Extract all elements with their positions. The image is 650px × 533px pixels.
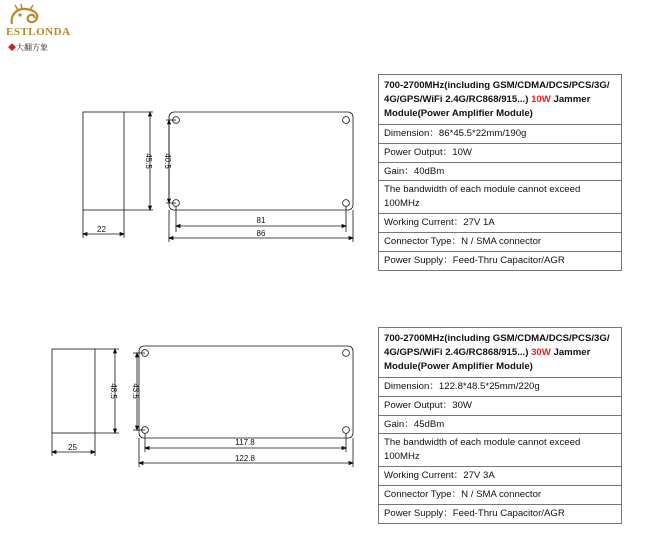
module2-side-view [52,349,119,456]
logo-tagline: ◆大翻方象 [8,43,48,52]
module2-title: 700-2700MHz(including GSM/CDMA/DCS/PCS/3G/ 4G/GPS/WiFi 2.4G/RC868/915...) 30W Jammer Module(Power Amplifier Module) [379,328,622,378]
module2-top-view [133,346,353,467]
module1-title: 700-2700MHz(including GSM/CDMA/DCS/PCS/3G/ 4G/GPS/WiFi 2.4G/RC868/915...) 10W Jammer Module(Power Amplifier Module) [379,75,622,125]
module2-spec-dimension: Dimension：122.8*48.5*25mm/220g [379,377,622,396]
module1-spec-dimension: Dimension：86*45.5*22mm/190g [379,124,622,143]
module2-height-inner-label: 43.5 [131,383,140,399]
module1-spec-connector-type: Connector Type：N / SMA connector [379,233,622,252]
module1-height-outer-label: 45.5 [144,153,153,169]
module1-spec-gain: Gain：40dBm [379,162,622,181]
module2-power-highlight: 30W [531,346,551,358]
module1-side-width-label: 22 [97,225,106,234]
logo-brand-text: ESTLONDA [6,26,71,38]
module1-side-view [83,112,153,238]
module1-length-inner-label: 81 [256,216,266,225]
module2-spec-power-output: Power Output：30W [379,396,622,415]
module2-height-outer-label: 48.5 [109,383,118,399]
module2-spec-power-supply: Power Supply：Feed-Thru Capacitor/AGR [379,505,622,524]
module1-spec-power-output: Power Output：10W [379,143,622,162]
module2-spec-working-current: Working Current：27V 3A [379,467,622,486]
module2-spec-gain: Gain：45dBm [379,415,622,434]
module2-spec-table [378,327,622,524]
module2-spec-bandwidth: The bandwidth of each module cannot exceed 100MHz [379,434,622,467]
module2-length-inner-label: 117.8 [235,438,255,447]
module2-length-outer-label: 122.8 [234,454,256,463]
module1-spec-power-supply: Power Supply：Feed-Thru Capacitor/AGR [379,252,622,271]
module1-power-highlight: 10W [531,93,551,105]
module1-spec-working-current: Working Current：27V 1A [379,214,622,233]
module1-spec-bandwidth: The bandwidth of each module cannot exceed 100MHz [379,181,622,214]
module2-side-width-label: 25 [68,443,77,452]
module2-spec-connector-type: Connector Type：N / SMA connector [379,486,622,505]
module1-height-inner-label: 40.5 [163,153,172,169]
module1-length-outer-label: 86 [256,229,266,238]
module1-spec-table [378,74,622,271]
